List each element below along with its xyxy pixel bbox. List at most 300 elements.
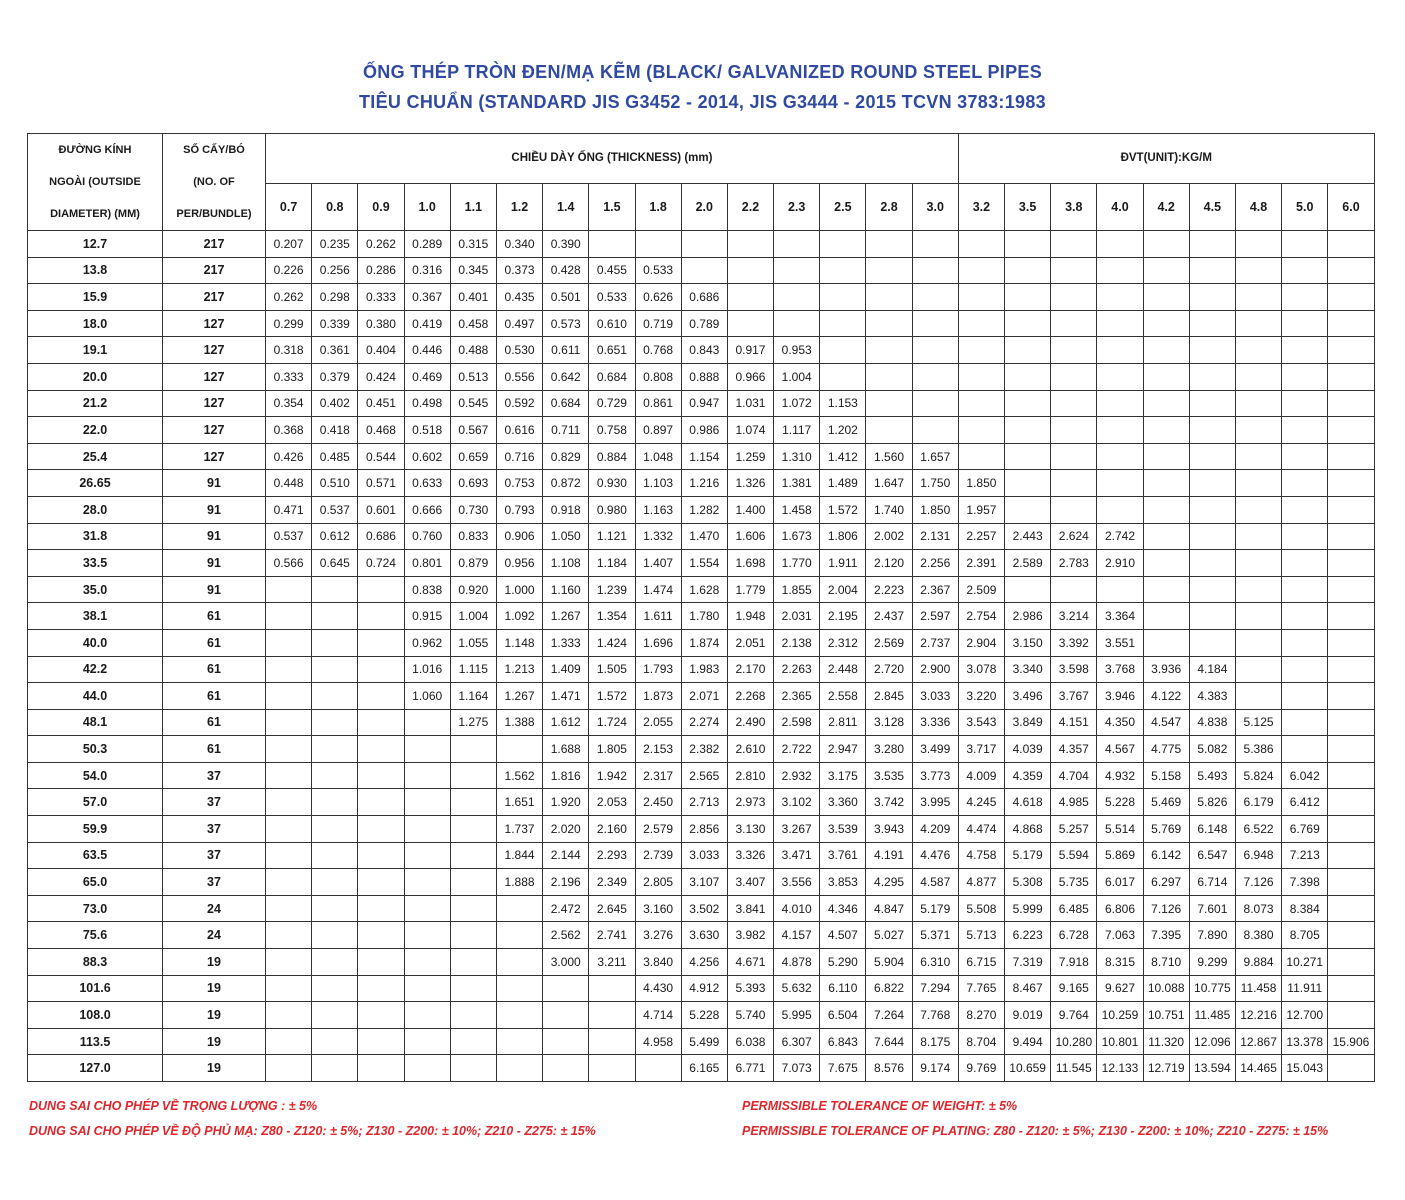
weight-cell: 1.780 [681, 603, 727, 630]
weight-cell [1328, 496, 1374, 523]
weight-cell [820, 284, 866, 311]
outside-diameter-cell: 73.0 [28, 895, 163, 922]
weight-cell: 1.855 [774, 576, 820, 603]
weight-cell [589, 1055, 635, 1082]
weight-cell: 1.793 [635, 656, 681, 683]
weight-cell: 0.716 [496, 443, 542, 470]
outside-diameter-cell: 15.9 [28, 284, 163, 311]
outside-diameter-cell: 50.3 [28, 736, 163, 763]
weight-cell: 5.632 [774, 975, 820, 1002]
weight-cell: 6.297 [1143, 869, 1189, 896]
weight-cell: 0.426 [266, 443, 312, 470]
weight-cell: 2.742 [1097, 523, 1143, 550]
weight-cell: 8.380 [1235, 922, 1281, 949]
weight-cell [1189, 363, 1235, 390]
weight-cell: 4.912 [681, 975, 727, 1002]
thickness-column-header: 3.0 [912, 183, 958, 230]
weight-cell: 3.360 [820, 789, 866, 816]
weight-cell: 6.806 [1097, 895, 1143, 922]
thickness-column-header: 4.0 [1097, 183, 1143, 230]
weight-cell: 1.153 [820, 390, 866, 417]
weight-cell [1097, 363, 1143, 390]
bundle-count-cell: 217 [163, 284, 266, 311]
weight-cell: 3.630 [681, 922, 727, 949]
table-row [28, 762, 1375, 789]
weight-cell [912, 284, 958, 311]
weight-cell [1097, 231, 1143, 258]
weight-cell: 7.294 [912, 975, 958, 1002]
weight-cell [266, 1028, 312, 1055]
weight-cell: 2.138 [774, 629, 820, 656]
weight-cell: 0.418 [312, 417, 358, 444]
outside-diameter-cell: 25.4 [28, 443, 163, 470]
weight-cell [358, 895, 404, 922]
weight-cell [450, 1055, 496, 1082]
weight-cell: 2.910 [1097, 550, 1143, 577]
weight-cell [496, 975, 542, 1002]
weight-cell: 5.904 [866, 949, 912, 976]
weight-cell: 0.533 [589, 284, 635, 311]
weight-cell: 1.983 [681, 656, 727, 683]
weight-cell [266, 603, 312, 630]
weight-cell: 0.556 [496, 363, 542, 390]
weight-cell: 12.096 [1189, 1028, 1235, 1055]
weight-cell [1143, 337, 1189, 364]
weight-cell: 5.769 [1143, 816, 1189, 843]
weight-cell [1189, 523, 1235, 550]
weight-cell: 0.953 [774, 337, 820, 364]
weight-cell: 2.144 [543, 842, 589, 869]
weight-cell: 1.651 [496, 789, 542, 816]
weight-cell: 0.468 [358, 417, 404, 444]
weight-cell: 1.388 [496, 709, 542, 736]
weight-cell: 1.354 [589, 603, 635, 630]
weight-cell [358, 683, 404, 710]
outside-diameter-cell: 28.0 [28, 496, 163, 523]
weight-cell: 5.308 [1005, 869, 1051, 896]
weight-cell: 1.259 [727, 443, 773, 470]
weight-cell: 5.393 [727, 975, 773, 1002]
weight-cell: 5.824 [1235, 762, 1281, 789]
weight-cell [1005, 496, 1051, 523]
weight-cell [635, 1055, 681, 1082]
weight-cell: 1.562 [496, 762, 542, 789]
weight-cell: 4.547 [1143, 709, 1189, 736]
bundle-count-cell: 91 [163, 550, 266, 577]
bundle-count-cell: 37 [163, 789, 266, 816]
weight-cell [404, 709, 450, 736]
weight-cell [1005, 443, 1051, 470]
bundle-count-cell: 61 [163, 683, 266, 710]
weight-cell: 3.946 [1097, 683, 1143, 710]
weight-cell: 1.458 [774, 496, 820, 523]
weight-cell: 0.367 [404, 284, 450, 311]
weight-cell: 4.958 [635, 1028, 681, 1055]
weight-cell: 3.033 [681, 842, 727, 869]
weight-cell: 4.184 [1189, 656, 1235, 683]
table-row [28, 603, 1375, 630]
weight-cell: 4.151 [1051, 709, 1097, 736]
weight-cell: 0.888 [681, 363, 727, 390]
weight-cell [404, 869, 450, 896]
bundle-count-cell: 91 [163, 470, 266, 497]
table-row [28, 736, 1375, 763]
weight-cell [727, 310, 773, 337]
weight-cell: 0.616 [496, 417, 542, 444]
weight-cell: 1.873 [635, 683, 681, 710]
weight-cell: 1.060 [404, 683, 450, 710]
weight-cell: 1.770 [774, 550, 820, 577]
weight-cell: 4.357 [1051, 736, 1097, 763]
weight-cell: 0.915 [404, 603, 450, 630]
weight-cell: 2.131 [912, 523, 958, 550]
weight-cell: 0.567 [450, 417, 496, 444]
weight-cell [1097, 443, 1143, 470]
weight-cell: 0.918 [543, 496, 589, 523]
weight-cell: 0.686 [358, 523, 404, 550]
weight-cell: 0.354 [266, 390, 312, 417]
weight-cell [450, 816, 496, 843]
weight-cell [958, 390, 1004, 417]
weight-cell [1189, 257, 1235, 284]
weight-cell: 5.999 [1005, 895, 1051, 922]
weight-cell [912, 257, 958, 284]
weight-cell: 5.869 [1097, 842, 1143, 869]
weight-cell: 7.395 [1143, 922, 1189, 949]
bundle-count-cell: 19 [163, 949, 266, 976]
weight-cell [312, 975, 358, 1002]
table-row [28, 496, 1375, 523]
weight-cell: 4.878 [774, 949, 820, 976]
weight-cell [1328, 816, 1374, 843]
weight-cell: 1.213 [496, 656, 542, 683]
weight-cell: 8.704 [958, 1028, 1004, 1055]
weight-cell: 1.911 [820, 550, 866, 577]
weight-cell: 7.644 [866, 1028, 912, 1055]
weight-cell: 6.522 [1235, 816, 1281, 843]
weight-cell [358, 869, 404, 896]
table-row [28, 869, 1375, 896]
weight-cell [1328, 231, 1374, 258]
outside-diameter-cell: 42.2 [28, 656, 163, 683]
weight-cell: 7.890 [1189, 922, 1235, 949]
weight-cell: 9.769 [958, 1055, 1004, 1082]
weight-cell [1282, 576, 1328, 603]
weight-cell: 0.379 [312, 363, 358, 390]
thickness-column-header: 2.3 [774, 183, 820, 230]
weight-cell: 0.753 [496, 470, 542, 497]
weight-cell: 1.737 [496, 816, 542, 843]
table-row [28, 1028, 1375, 1055]
weight-cell: 1.948 [727, 603, 773, 630]
weight-cell [1189, 231, 1235, 258]
weight-cell [1097, 417, 1143, 444]
weight-cell: 0.920 [450, 576, 496, 603]
outside-diameter-cell: 26.65 [28, 470, 163, 497]
weight-cell [1282, 390, 1328, 417]
table-row [28, 257, 1375, 284]
weight-cell [496, 1055, 542, 1082]
weight-cell: 5.125 [1235, 709, 1281, 736]
weight-cell: 4.507 [820, 922, 866, 949]
weight-cell: 5.594 [1051, 842, 1097, 869]
weight-cell: 5.713 [958, 922, 1004, 949]
weight-cell: 2.713 [681, 789, 727, 816]
weight-cell [912, 363, 958, 390]
bundle-count-cell: 61 [163, 736, 266, 763]
weight-cell [496, 1002, 542, 1029]
weight-cell: 2.268 [727, 683, 773, 710]
weight-cell [312, 736, 358, 763]
weight-cell [866, 390, 912, 417]
weight-cell [1328, 257, 1374, 284]
weight-cell: 1.282 [681, 496, 727, 523]
weight-cell [1097, 337, 1143, 364]
weight-cell [1328, 284, 1374, 311]
page-subtitle: TIÊU CHUẨN (STANDARD JIS G3452 - 2014, JIS G3444 - 2015 TCVN 3783:1983 [359, 92, 1046, 112]
weight-cell: 0.651 [589, 337, 635, 364]
weight-cell: 1.031 [727, 390, 773, 417]
weight-cell: 2.120 [866, 550, 912, 577]
weight-cell: 2.002 [866, 523, 912, 550]
weight-cell [1282, 443, 1328, 470]
weight-cell: 0.758 [589, 417, 635, 444]
weight-cell [1328, 363, 1374, 390]
weight-cell [958, 443, 1004, 470]
weight-cell: 1.409 [543, 656, 589, 683]
weight-cell: 1.673 [774, 523, 820, 550]
bundle-count-cell: 217 [163, 257, 266, 284]
weight-cell: 0.730 [450, 496, 496, 523]
weight-cell: 3.267 [774, 816, 820, 843]
weight-cell: 8.315 [1097, 949, 1143, 976]
weight-cell [543, 1028, 589, 1055]
outside-diameter-cell: 20.0 [28, 363, 163, 390]
weight-cell [1328, 656, 1374, 683]
table-body [28, 231, 1375, 1082]
outside-diameter-cell: 19.1 [28, 337, 163, 364]
weight-cell: 1.074 [727, 417, 773, 444]
weight-cell: 1.471 [543, 683, 589, 710]
outside-diameter-cell: 113.5 [28, 1028, 163, 1055]
weight-cell: 4.758 [958, 842, 1004, 869]
weight-cell [450, 949, 496, 976]
weight-cell: 4.567 [1097, 736, 1143, 763]
weight-cell [266, 789, 312, 816]
weight-cell: 1.092 [496, 603, 542, 630]
weight-cell: 7.264 [866, 1002, 912, 1029]
weight-cell: 0.488 [450, 337, 496, 364]
weight-cell: 3.539 [820, 816, 866, 843]
outside-diameter-cell: 35.0 [28, 576, 163, 603]
weight-cell [1189, 629, 1235, 656]
weight-cell: 5.290 [820, 949, 866, 976]
outside-diameter-cell: 38.1 [28, 603, 163, 630]
weight-cell: 1.000 [496, 576, 542, 603]
weight-cell [1282, 337, 1328, 364]
weight-cell [1097, 310, 1143, 337]
weight-cell [543, 1002, 589, 1029]
weight-cell [1235, 390, 1281, 417]
weight-cell: 1.412 [820, 443, 866, 470]
weight-cell [1235, 470, 1281, 497]
weight-cell: 5.826 [1189, 789, 1235, 816]
outside-diameter-header: ĐƯỜNG KÍNH NGOÀI (OUTSIDE DIAMETER) (MM) [28, 134, 163, 231]
weight-cell: 6.038 [727, 1028, 773, 1055]
weight-cell: 0.458 [450, 310, 496, 337]
weight-cell [1189, 576, 1235, 603]
weight-cell: 0.966 [727, 363, 773, 390]
weight-cell: 6.310 [912, 949, 958, 976]
weight-cell: 2.932 [774, 762, 820, 789]
weight-cell [1189, 417, 1235, 444]
weight-cell: 8.576 [866, 1055, 912, 1082]
weight-cell [404, 1028, 450, 1055]
weight-cell [1005, 417, 1051, 444]
weight-cell: 0.917 [727, 337, 773, 364]
weight-cell: 0.380 [358, 310, 404, 337]
weight-cell: 1.850 [958, 470, 1004, 497]
weight-cell [450, 1028, 496, 1055]
weight-cell: 4.191 [866, 842, 912, 869]
weight-cell: 3.551 [1097, 629, 1143, 656]
weight-cell [1189, 443, 1235, 470]
weight-cell: 0.684 [589, 363, 635, 390]
weight-cell: 0.498 [404, 390, 450, 417]
weight-cell [1282, 550, 1328, 577]
weight-cell: 2.349 [589, 869, 635, 896]
thickness-column-header: 4.8 [1235, 183, 1281, 230]
weight-cell: 2.256 [912, 550, 958, 577]
weight-cell [312, 762, 358, 789]
weight-cell: 4.295 [866, 869, 912, 896]
weight-cell: 4.010 [774, 895, 820, 922]
weight-cell [1097, 496, 1143, 523]
weight-cell [496, 1028, 542, 1055]
weight-cell: 0.315 [450, 231, 496, 258]
outside-diameter-cell: 75.6 [28, 922, 163, 949]
weight-cell: 2.562 [543, 922, 589, 949]
table-row [28, 709, 1375, 736]
weight-cell [404, 975, 450, 1002]
weight-cell: 3.499 [912, 736, 958, 763]
weight-cell: 0.333 [358, 284, 404, 311]
weight-cell: 0.497 [496, 310, 542, 337]
outside-diameter-cell: 57.0 [28, 789, 163, 816]
weight-cell: 0.633 [404, 470, 450, 497]
weight-cell: 1.606 [727, 523, 773, 550]
weight-cell [1282, 310, 1328, 337]
bundle-count-cell: 127 [163, 363, 266, 390]
weight-cell: 2.170 [727, 656, 773, 683]
table-row [28, 363, 1375, 390]
weight-cell: 4.157 [774, 922, 820, 949]
weight-cell: 5.508 [958, 895, 1004, 922]
weight-cell [1235, 550, 1281, 577]
weight-cell [358, 1055, 404, 1082]
weight-cell: 0.789 [681, 310, 727, 337]
weight-cell: 2.055 [635, 709, 681, 736]
plating-tolerance-note-en: PERMISSIBLE TOLERANCE OF PLATING: Z80 - Z120: ± 5%; Z130 - Z200: ± 10%; Z210 - Z275: ± 15% [742, 1124, 1329, 1138]
weight-cell: 9.884 [1235, 949, 1281, 976]
weight-cell: 2.365 [774, 683, 820, 710]
table-row [28, 629, 1375, 656]
weight-cell: 1.004 [774, 363, 820, 390]
weight-cell: 9.764 [1051, 1002, 1097, 1029]
weight-cell: 2.579 [635, 816, 681, 843]
weight-cell: 0.333 [266, 363, 312, 390]
weight-cell [1328, 310, 1374, 337]
weight-cell: 8.384 [1282, 895, 1328, 922]
outside-diameter-cell: 127.0 [28, 1055, 163, 1082]
weight-tolerance-note-en: PERMISSIBLE TOLERANCE OF WEIGHT: ± 5% [742, 1099, 1018, 1113]
weight-cell [1328, 736, 1374, 763]
weight-cell: 2.973 [727, 789, 773, 816]
weight-cell [589, 975, 635, 1002]
weight-cell: 2.610 [727, 736, 773, 763]
weight-cell [312, 709, 358, 736]
weight-cell [450, 1002, 496, 1029]
weight-cell [1282, 470, 1328, 497]
weight-cell [912, 417, 958, 444]
weight-cell: 13.594 [1189, 1055, 1235, 1082]
weight-cell: 5.158 [1143, 762, 1189, 789]
weight-cell: 0.768 [635, 337, 681, 364]
weight-cell [589, 1002, 635, 1029]
weight-cell: 1.888 [496, 869, 542, 896]
table-row [28, 1002, 1375, 1029]
thickness-column-header: 2.2 [727, 183, 773, 230]
weight-cell: 3.102 [774, 789, 820, 816]
weight-cell: 0.424 [358, 363, 404, 390]
table-row [28, 310, 1375, 337]
weight-cell: 3.598 [1051, 656, 1097, 683]
weight-cell [1235, 656, 1281, 683]
weight-cell: 2.737 [912, 629, 958, 656]
weight-cell: 0.986 [681, 417, 727, 444]
weight-cell: 6.142 [1143, 842, 1189, 869]
weight-cell: 0.262 [358, 231, 404, 258]
weight-cell [820, 231, 866, 258]
weight-cell: 0.318 [266, 337, 312, 364]
outside-diameter-cell: 101.6 [28, 975, 163, 1002]
weight-cell: 0.884 [589, 443, 635, 470]
weight-cell [1143, 496, 1189, 523]
weight-cell [358, 1002, 404, 1029]
weight-cell: 1.957 [958, 496, 1004, 523]
weight-cell [1328, 443, 1374, 470]
weight-cell: 1.572 [820, 496, 866, 523]
weight-cell: 0.571 [358, 470, 404, 497]
weight-cell [1143, 550, 1189, 577]
weight-cell: 3.326 [727, 842, 773, 869]
weight-cell: 0.693 [450, 470, 496, 497]
weight-cell: 3.849 [1005, 709, 1051, 736]
weight-cell: 3.276 [635, 922, 681, 949]
weight-cell: 15.906 [1328, 1028, 1374, 1055]
table-row [28, 816, 1375, 843]
weight-cell [1282, 709, 1328, 736]
outside-diameter-cell: 54.0 [28, 762, 163, 789]
weight-cell: 8.467 [1005, 975, 1051, 1002]
weight-cell: 0.611 [543, 337, 589, 364]
weight-cell: 9.165 [1051, 975, 1097, 1002]
weight-cell: 4.474 [958, 816, 1004, 843]
weight-cell: 0.760 [404, 523, 450, 550]
table-row [28, 842, 1375, 869]
weight-cell: 6.843 [820, 1028, 866, 1055]
weight-cell [543, 975, 589, 1002]
